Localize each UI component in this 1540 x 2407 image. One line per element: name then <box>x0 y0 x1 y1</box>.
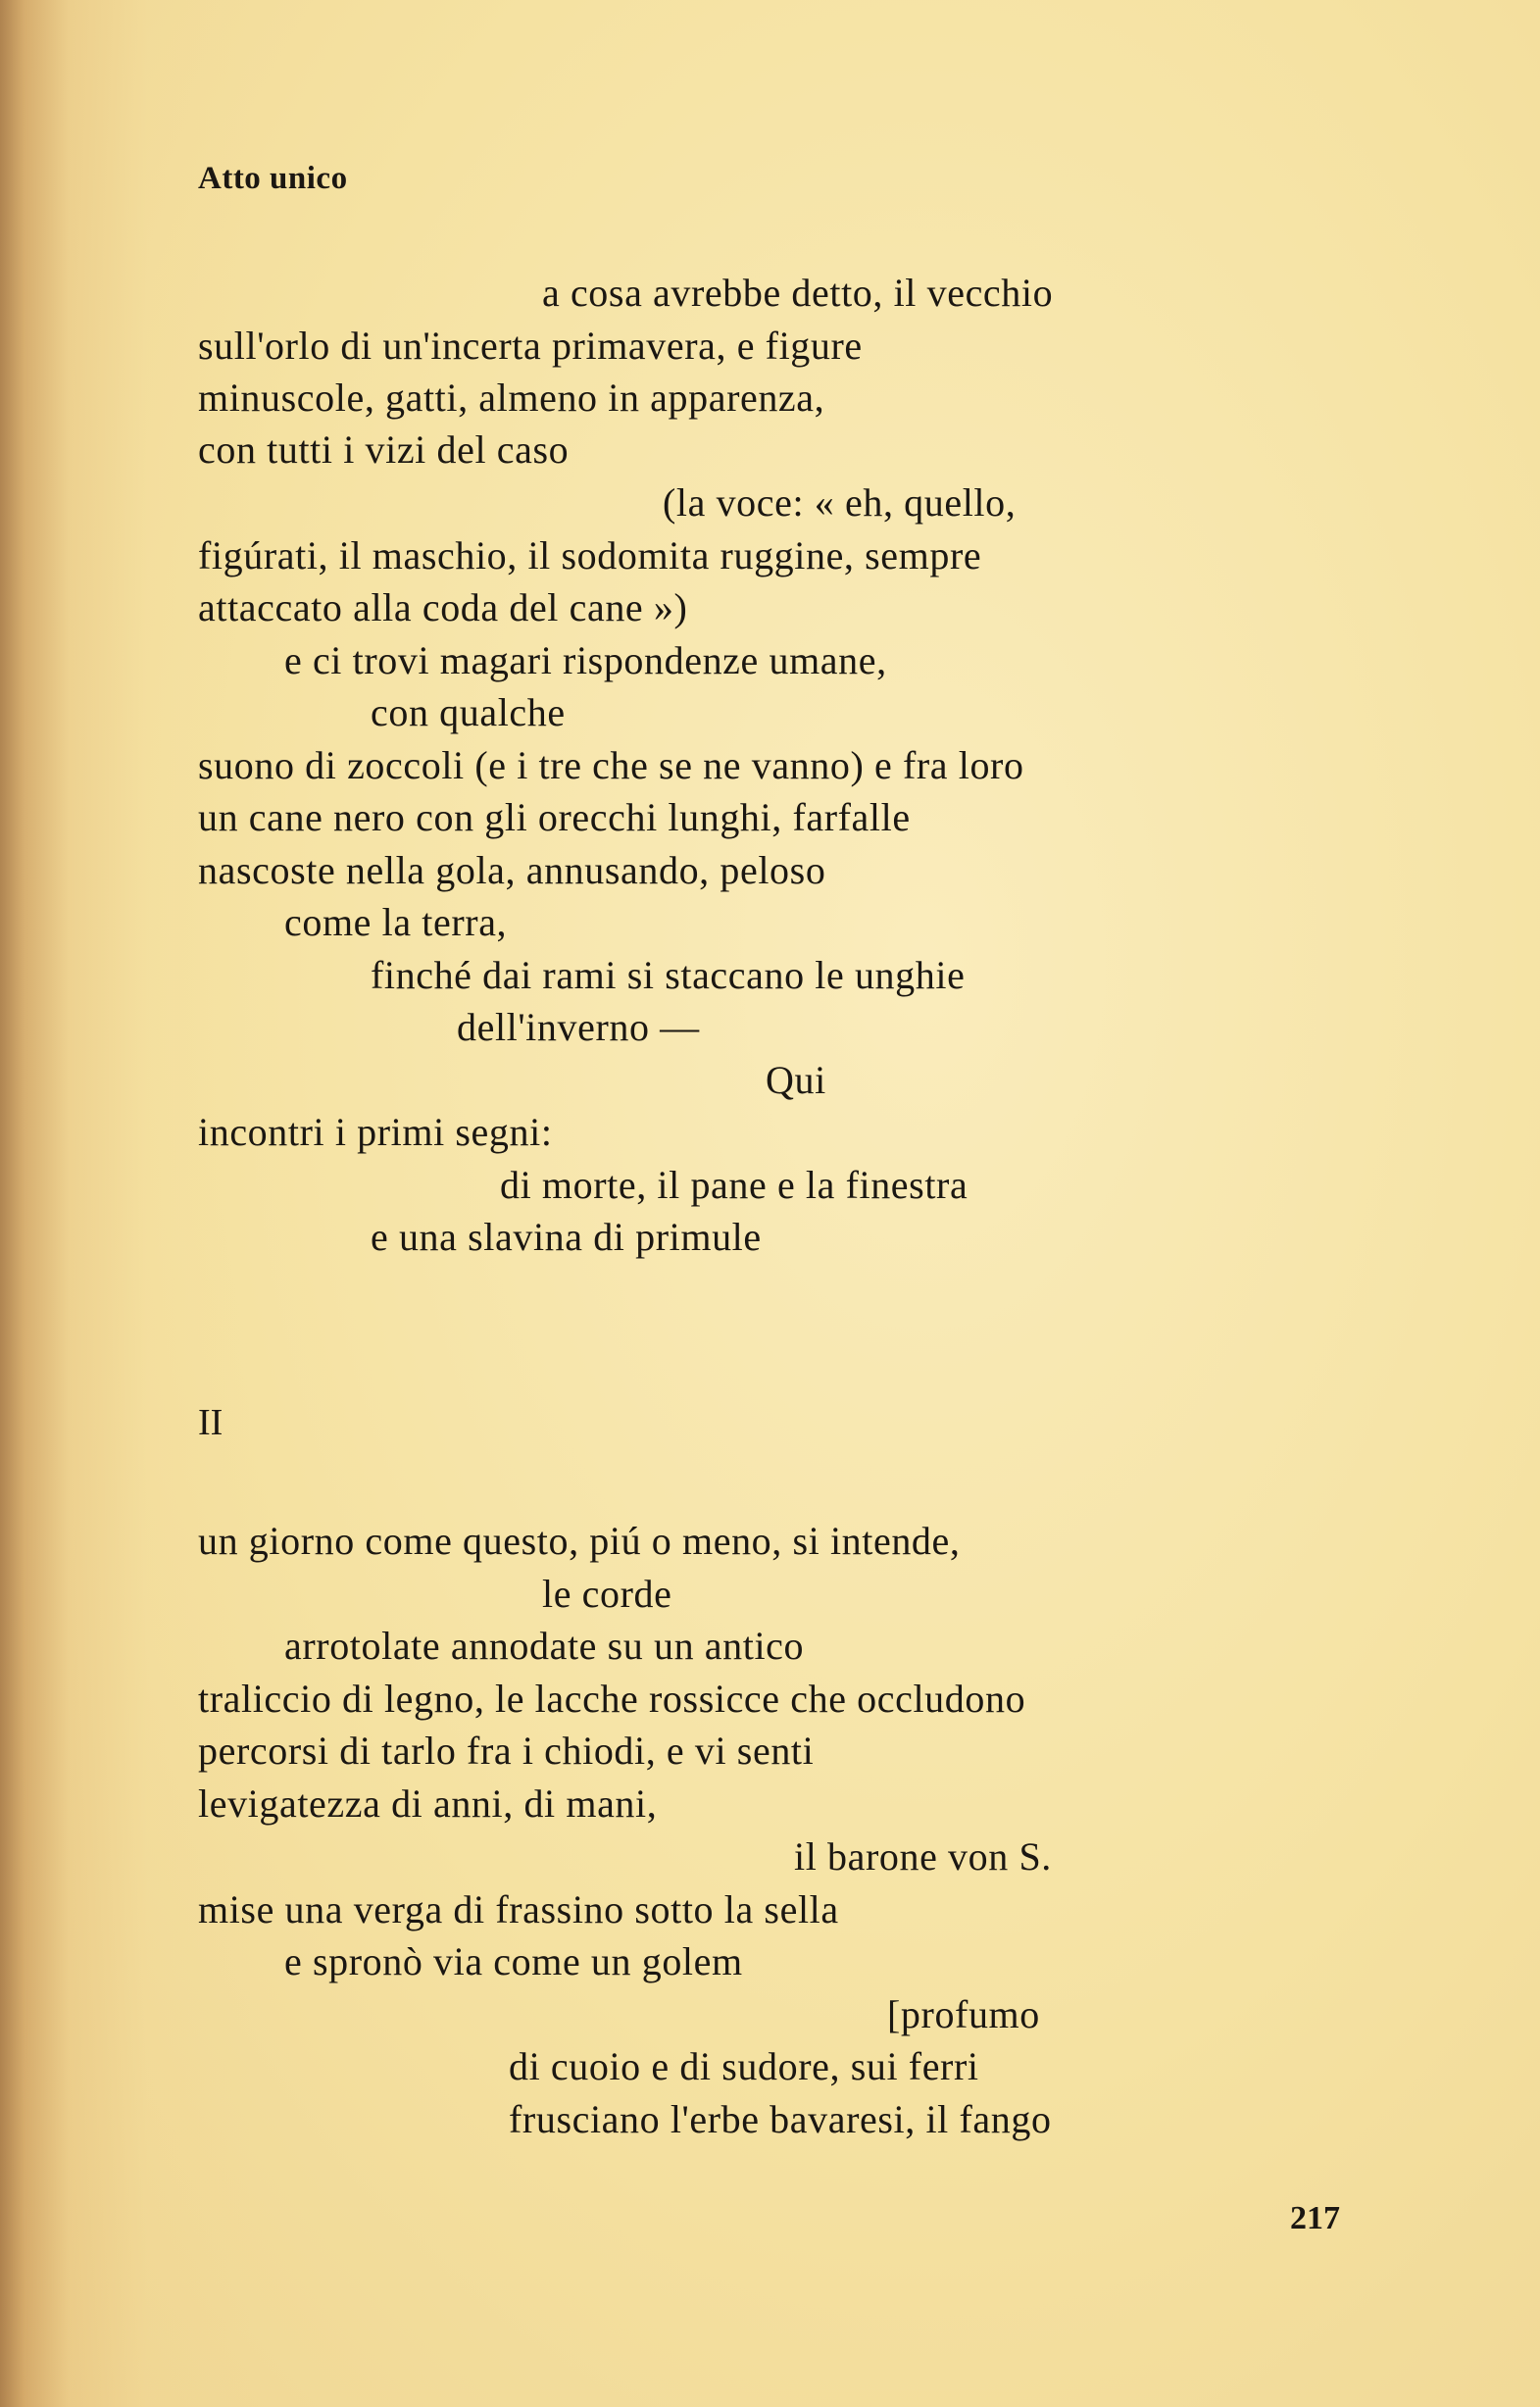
poem-line: e spronò via come un golem <box>284 1939 743 1983</box>
poem-line: levigatezza di anni, di mani, <box>198 1781 658 1826</box>
poem-line: con qualche <box>371 690 566 734</box>
poem-line: (la voce: « eh, quello, <box>663 480 1017 525</box>
poem-line: con tutti i vizi del caso <box>198 427 570 472</box>
poem-line: arrotolate annodate su un antico <box>284 1624 805 1668</box>
poem-line: dell'inverno — <box>457 1005 700 1049</box>
poem-line: come la terra, <box>284 900 508 944</box>
poem-line: le corde <box>542 1572 672 1616</box>
poem-line: suono di zoccoli (e i tre che se ne vanno) e fra loro <box>198 743 1024 787</box>
poem-line: un giorno come questo, piú o meno, si intende, <box>198 1519 961 1563</box>
poem-line: Qui <box>766 1058 826 1102</box>
poem-line: nascoste nella gola, annusando, peloso <box>198 848 826 892</box>
poem-line: un cane nero con gli orecchi lunghi, farfalle <box>198 795 911 839</box>
poem-line: [profumo <box>887 1992 1040 2036</box>
poem-line: incontri i primi segni: <box>198 1110 553 1154</box>
poem-line: figúrati, il maschio, il sodomita ruggine, sempre <box>198 533 982 577</box>
poem-line: e una slavina di primule <box>371 1215 762 1259</box>
poem-line: il barone von S. <box>794 1834 1052 1879</box>
poem-line: attaccato alla coda del cane ») <box>198 585 688 629</box>
poem-line: traliccio di legno, le lacche rossicce che occludono <box>198 1677 1026 1721</box>
poem-line: di morte, il pane e la finestra <box>500 1163 969 1207</box>
poem-line: e ci trovi magari rispondenze umane, <box>284 638 887 682</box>
poem-line: minuscole, gatti, almeno in apparenza, <box>198 376 825 420</box>
running-header: Atto unico <box>198 161 348 196</box>
poem-line: finché dai rami si staccano le unghie <box>371 953 966 997</box>
poem-line: di cuoio e di sudore, sui ferri <box>509 2044 979 2088</box>
poem-line: sull'orlo di un'incerta primavera, e figure <box>198 324 863 368</box>
poem-line: mise una verga di frassino sotto la sella <box>198 1887 839 1931</box>
poem-line: frusciano l'erbe bavaresi, il fango <box>509 2097 1052 2141</box>
poem-line: percorsi di tarlo fra i chiodi, e vi senti <box>198 1729 815 1773</box>
page-number: 217 <box>1290 2200 1340 2236</box>
poem-line: a cosa avrebbe detto, il vecchio <box>542 271 1054 315</box>
section-number: II <box>198 1402 224 1443</box>
